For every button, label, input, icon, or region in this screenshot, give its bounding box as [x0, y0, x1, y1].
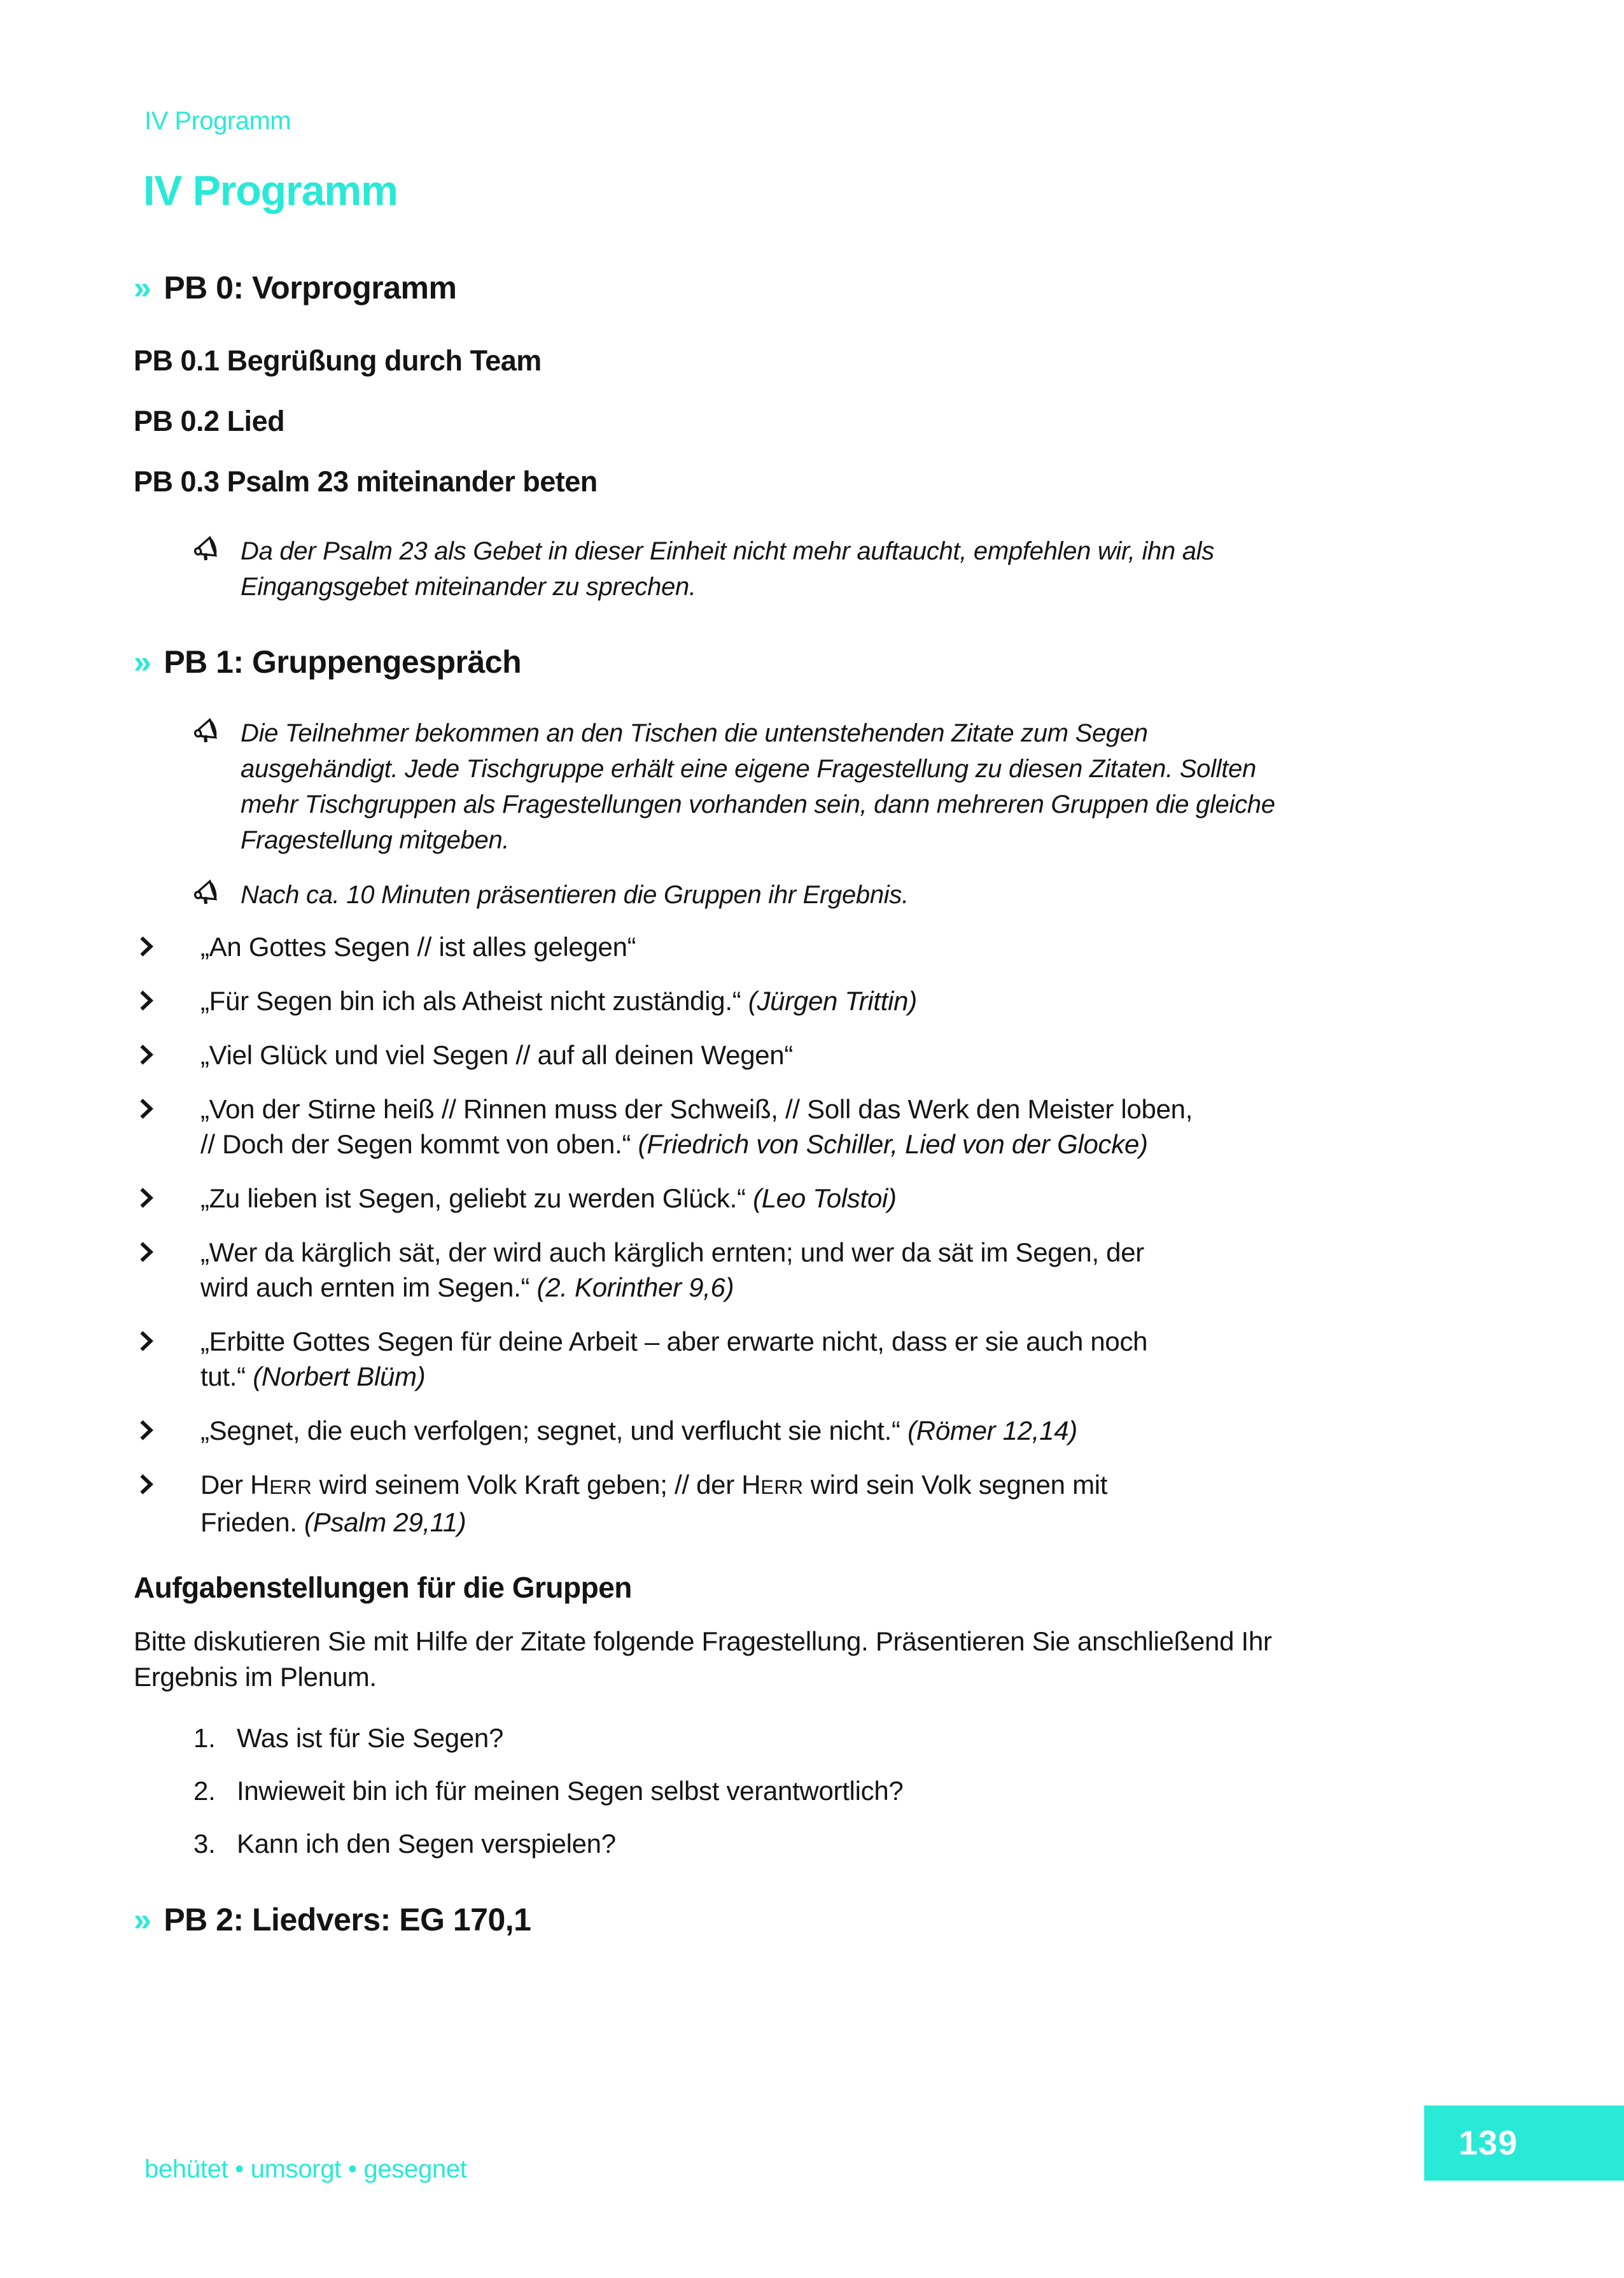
quote-text: „Zu lieben ist Segen, geliebt zu werden Glück.“ (Leo Tolstoi): [200, 1183, 897, 1213]
footer-motto: behütet • umsorgt • gesegnet: [144, 2155, 467, 2183]
task-list: [134, 1720, 1355, 1861]
quote-attribution: (Psalm 29,11): [304, 1507, 466, 1537]
quote-text: „Von der Stirne heiß // Rinnen muss der Schweiß, // Soll das Werk den Meister loben, // Doch der Segen kommt von oben.“ (Friedrich von Schiller, Lied von der Glocke): [200, 1094, 1193, 1159]
section-heading-text: PB 0: Vorprogramm: [164, 270, 457, 306]
quote-text: „Segnet, die euch verfolgen; segnet, und verflucht sie nicht.“ (Römer 12,14): [200, 1416, 1077, 1445]
quote-list-item: [139, 1235, 1355, 1305]
page-number: 139: [1459, 2124, 1518, 2162]
megaphone-icon: [190, 878, 219, 908]
pb0-item: PB 0.3 Psalm 23 miteinander beten: [134, 465, 598, 498]
pb1-notes: [134, 715, 1355, 913]
chevron-right-icon: [139, 1044, 154, 1065]
section-heading-pb0: [134, 270, 1355, 306]
chevron-right-icon: [139, 990, 154, 1011]
heading-marker-icon: »: [134, 1902, 151, 1937]
quote-attribution: (Friedrich von Schiller, Lied von der Glocke): [638, 1129, 1148, 1159]
quote-attribution: (2. Korinther 9,6): [536, 1272, 734, 1302]
tasks-intro: Bitte diskutieren Sie mit Hilfe der Zitate folgende Fragestellung. Präsentieren Sie anschließend Ihr Ergebnis im Plenum.: [134, 1626, 1272, 1692]
quote-text: „Wer da kärglich sät, der wird auch kärglich ernten; und wer da sät im Segen, der wird auch ernten im Segen.“ (2. Korinther 9,6): [200, 1237, 1144, 1302]
note-text: Die Teilnehmer bekommen an den Tischen die untenstehenden Zitate zum Segen ausgehändigt. Jede Tischgruppe erhält eine eigene Fragestellung zu diesen Zitaten. Sollten mehr Tischgruppen als Fragestellungen vorhanden sein, dann mehreren Gruppen die gleiche Fragestellung mitgeben.: [241, 719, 1275, 854]
quote-attribution: (Norbert Blüm): [253, 1361, 426, 1391]
quote-list-item: [139, 983, 1355, 1018]
quote-attribution: (Jürgen Trittin): [748, 986, 917, 1016]
tasks-heading: Aufgabenstellungen für die Gruppen: [134, 1571, 632, 1604]
quote-list-item: [139, 1467, 1355, 1540]
task-item: Inwieweit bin ich für meinen Segen selbst verantwortlich?: [237, 1776, 904, 1806]
section-heading-text: PB 2: Liedvers: EG 170,1: [164, 1902, 531, 1937]
chevron-right-icon: [139, 936, 154, 957]
chevron-right-icon: [139, 1241, 154, 1263]
pb0-notes: [134, 533, 1355, 605]
chevron-right-icon: [139, 1419, 154, 1441]
task-item: Kann ich den Segen verspielen?: [237, 1829, 616, 1859]
quote-list-item: [139, 1324, 1355, 1394]
quote-list-item: [139, 1037, 1355, 1072]
quote-list-item: [139, 1413, 1355, 1448]
pb0-item: PB 0.1 Begrüßung durch Team: [134, 344, 542, 377]
quote-attribution: (Römer 12,14): [907, 1416, 1077, 1445]
note-text: Nach ca. 10 Minuten präsentieren die Gruppen ihr Ergebnis.: [241, 881, 909, 909]
quote-list-item: [139, 929, 1355, 964]
quote-list-item: [139, 1181, 1355, 1216]
pb0-item-list: [134, 345, 1355, 498]
running-header: IV Programm: [144, 107, 291, 135]
instruction-note: [190, 533, 1355, 605]
page-title: IV Programm: [143, 167, 398, 214]
chevron-right-icon: [139, 1330, 154, 1352]
instruction-note: [190, 715, 1355, 858]
note-text: Da der Psalm 23 als Gebet in dieser Einheit nicht mehr auftaucht, empfehlen wir, ihn als Eingangsgebet miteinander zu sprechen.: [241, 537, 1214, 601]
pb0-item: PB 0.2 Lied: [134, 405, 285, 437]
quote-text: Der HERR wird seinem Volk Kraft geben; // der HERR wird sein Volk segnen mit Frieden. (Psalm 29,11): [200, 1470, 1108, 1537]
page-number-box: [1424, 2106, 1624, 2181]
instruction-note: [190, 877, 1355, 913]
section-heading-pb2: [134, 1902, 1355, 1937]
chevron-right-icon: [139, 1187, 154, 1209]
quote-list: [134, 929, 1355, 1540]
quote-attribution: (Leo Tolstoi): [753, 1183, 897, 1213]
task-item: Was ist für Sie Segen?: [237, 1723, 504, 1753]
quote-text: „Viel Glück und viel Segen // auf all deinen Wegen“: [200, 1040, 794, 1070]
chevron-right-icon: [139, 1098, 154, 1120]
chevron-right-icon: [139, 1473, 154, 1495]
section-heading-text: PB 1: Gruppengespräch: [164, 644, 522, 680]
section-heading-pb1: [134, 644, 1355, 680]
quote-text: „An Gottes Segen // ist alles gelegen“: [200, 932, 636, 962]
megaphone-icon: [190, 717, 219, 746]
heading-marker-icon: »: [134, 270, 151, 306]
quote-text: „Erbitte Gottes Segen für deine Arbeit – aber erwarte nicht, dass er sie auch noch tut.“ (Norbert Blüm): [200, 1326, 1148, 1391]
quote-text: „Für Segen bin ich als Atheist nicht zuständig.“ (Jürgen Trittin): [200, 986, 917, 1016]
quote-list-item: [139, 1092, 1355, 1162]
heading-marker-icon: »: [134, 644, 151, 680]
page-content: [134, 107, 1355, 1937]
megaphone-icon: [190, 535, 219, 564]
